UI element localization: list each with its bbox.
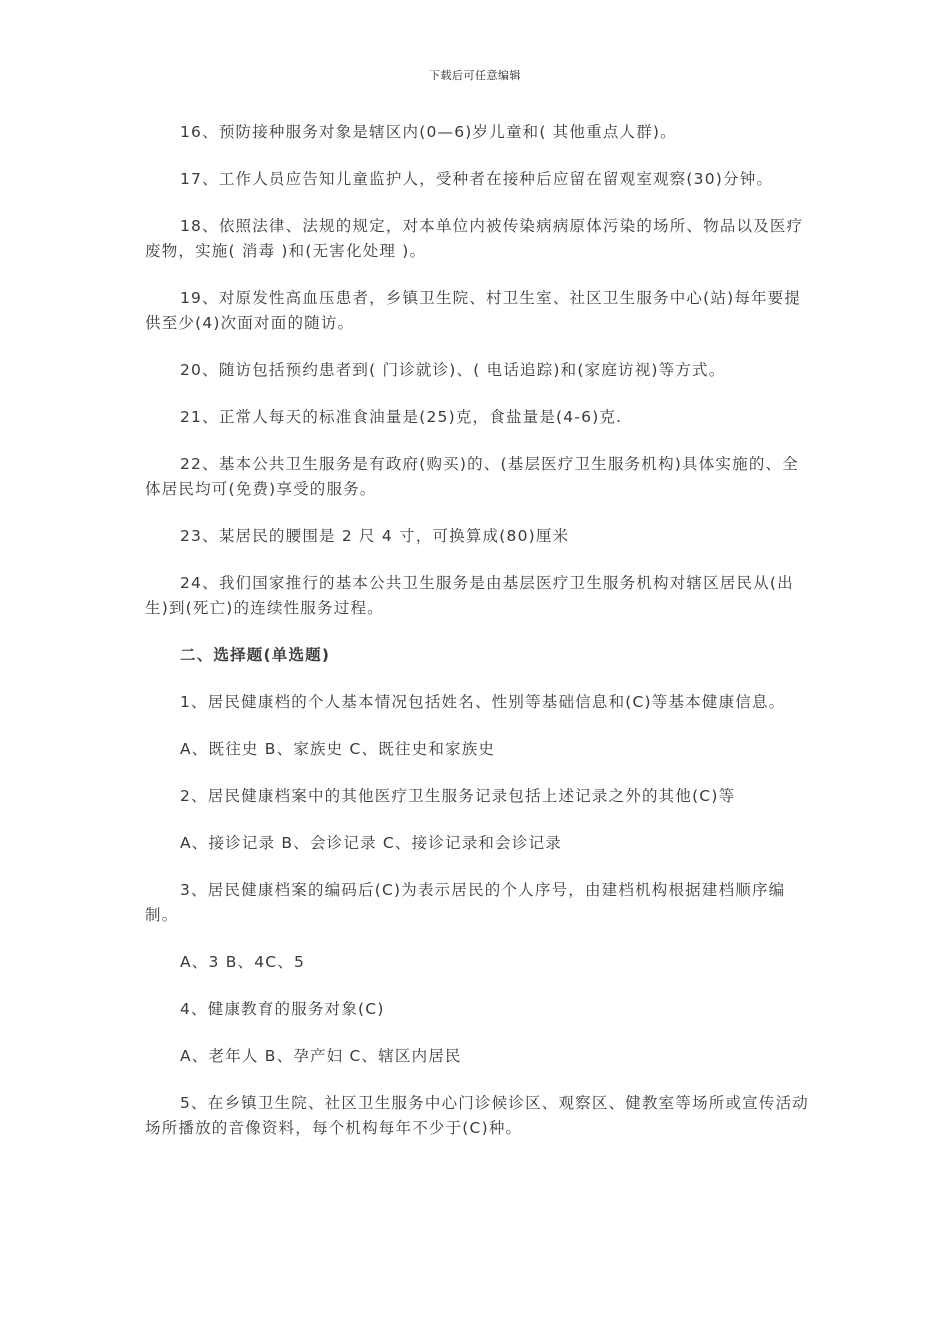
- document-body: [145, 120, 810, 1163]
- question-19: 19、对原发性高血压患者，乡镇卫生院、村卫生室、社区卫生服务中心(站)每年要提供至少(4)次面对面的随访。: [145, 289, 802, 332]
- question-16: 16、预防接种服务对象是辖区内(0—6)岁儿童和( 其他重点人群)。: [180, 123, 677, 141]
- question-22: 22、基本公共卫生服务是有政府(购买)的、(基层医疗卫生服务机构)具体实施的、全体居民均可(免费)享受的服务。: [145, 455, 799, 498]
- header-note: 下载后可任意编辑: [429, 69, 521, 82]
- question-24: 24、我们国家推行的基本公共卫生服务是由基层医疗卫生服务机构对辖区居民从(出生)到(死亡)的连续性服务过程。: [145, 574, 794, 617]
- question-18: 18、依照法律、法规的规定，对本单位内被传染病病原体污染的场所、物品以及医疗废物，实施( 消毒 )和(无害化处理 )。: [145, 217, 804, 260]
- mc-options-2: A、接诊记录 B、会诊记录 C、接诊记录和会诊记录: [180, 834, 562, 852]
- mc-question-2: 2、居民健康档案中的其他医疗卫生服务记录包括上述记录之外的其他(C)等: [180, 787, 736, 805]
- question-17: 17、工作人员应告知儿童监护人，受种者在接种后应留在留观室观察(30)分钟。: [180, 170, 774, 188]
- mc-question-1: 1、居民健康档的个人基本情况包括姓名、性别等基础信息和(C)等基本健康信息。: [180, 693, 786, 711]
- mc-question-4: 4、健康教育的服务对象(C): [180, 1000, 385, 1018]
- mc-options-4: A、老年人 B、孕产妇 C、辖区内居民: [180, 1047, 462, 1065]
- question-21: 21、正常人每天的标准食油量是(25)克，食盐量是(4-6)克.: [180, 408, 623, 426]
- mc-question-5: 5、在乡镇卫生院、社区卫生服务中心门诊候诊区、观察区、健教室等场所或宣传活动场所播放的音像资料，每个机构每年不少于(C)种。: [145, 1094, 809, 1137]
- question-23: 23、某居民的腰围是 2 尺 4 寸，可换算成(80)厘米: [180, 527, 570, 545]
- section-heading: 二、选择题(单选题): [180, 646, 331, 664]
- mc-options-1: A、既往史 B、家族史 C、既往史和家族史: [180, 740, 496, 758]
- mc-options-3: A、3 B、4C、5: [180, 953, 306, 971]
- question-20: 20、随访包括预约患者到( 门诊就诊)、( 电话追踪)和(家庭访视)等方式。: [180, 361, 726, 379]
- mc-question-3: 3、居民健康档案的编码后(C)为表示居民的个人序号，由建档机构根据建档顺序编制。: [145, 881, 786, 924]
